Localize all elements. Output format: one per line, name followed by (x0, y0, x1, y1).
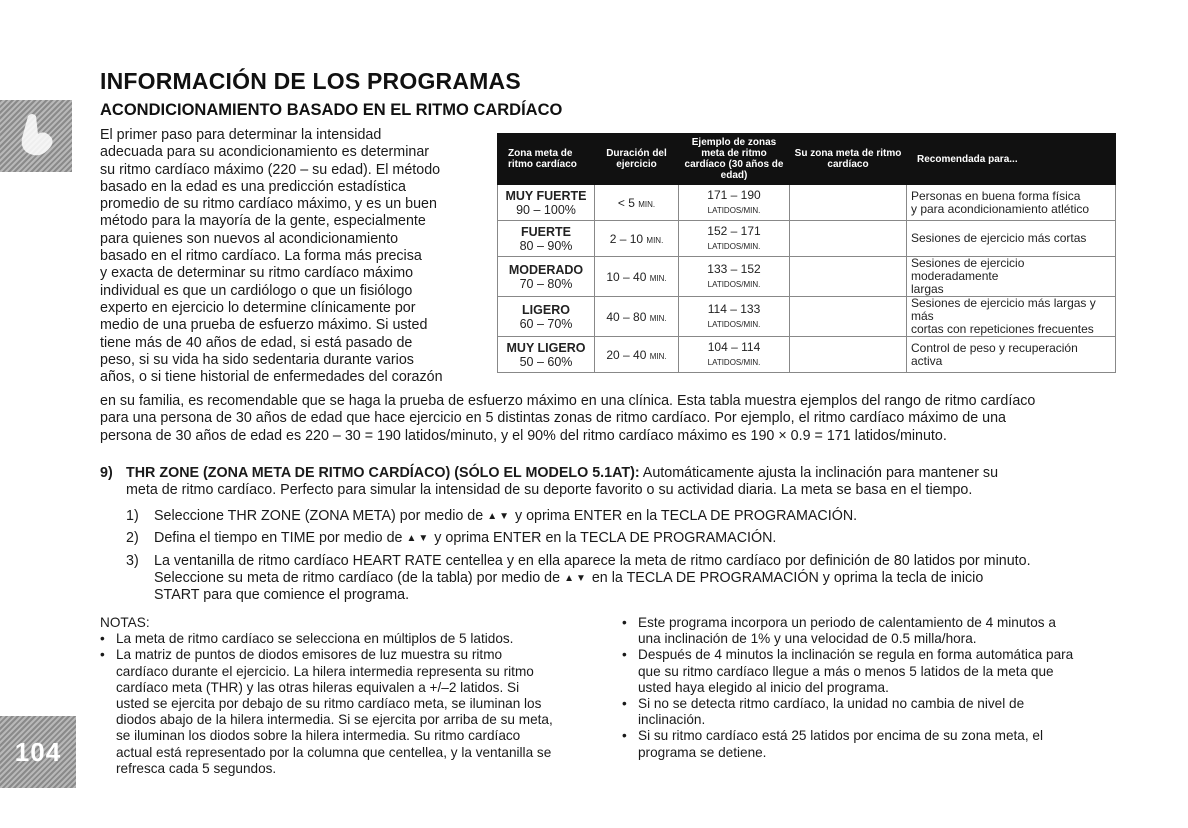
intro-line: su ritmo cardíaco máximo (220 – su edad). El método (100, 161, 441, 178)
table-row (498, 257, 1116, 297)
your-zone-cell (790, 337, 907, 373)
duration-value: 20 – 40 (606, 347, 647, 362)
table-row (498, 337, 1116, 373)
zone-percent: 60 – 70% (519, 316, 573, 331)
your-zone-cell (790, 185, 907, 221)
note-item (622, 696, 1122, 728)
table-row (498, 297, 1116, 337)
duration-cell (595, 297, 679, 337)
duration-value: < 5 (617, 195, 635, 210)
recommended-cell (907, 221, 1116, 257)
note-line: cardíaco durante el ejercicio. La hilera intermedia representa su ritmo (116, 663, 534, 679)
zone-cell (498, 297, 595, 337)
bullet: • (622, 615, 627, 630)
note-text (638, 615, 1056, 647)
col-header-zone: Zona meta de ritmo cardíaco (498, 134, 595, 185)
hand-icon (0, 100, 72, 172)
up-down-arrows-icon: ▲▼ (564, 572, 588, 584)
your-zone-cell (790, 221, 907, 257)
note-line: una inclinación de 1% y una velocidad de 0.5 milla/hora. (638, 631, 977, 647)
intro-line: y exacta de determinar su ritmo cardíaco máximo (100, 265, 414, 282)
example-unit: LATIDOS/MIN. (707, 241, 761, 251)
recommended-line: Personas en buena forma física (911, 188, 1081, 203)
intro-line: para quienes son nuevos al acondicionamiento (100, 230, 399, 247)
col-header-example: Ejemplo de zonas meta de ritmo cardíaco (30 años de edad) (679, 134, 790, 185)
example-value: 152 – 171 (707, 223, 761, 238)
step-number: 3) (126, 552, 139, 569)
bullet: • (622, 647, 627, 663)
thr-zone-item (100, 465, 998, 500)
intro-continuation (100, 393, 1035, 445)
page-title: INFORMACIÓN DE LOS PROGRAMAS (100, 68, 521, 94)
duration-unit: MIN. (646, 235, 664, 245)
zone-name: FUERTE (521, 224, 571, 239)
up-down-arrows-icon: ▲▼ (406, 533, 431, 545)
zone-name: MODERADO (508, 262, 584, 277)
intro-line: peso, si su vida ha sido sedentaria durante varios (100, 351, 414, 368)
section-subtitle: ACONDICIONAMIENTO BASADO EN EL RITMO CARDÍACO (100, 101, 563, 119)
step-3 (126, 553, 1031, 605)
note-line: Este programa incorpora un periodo de calentamiento de 4 minutos a (638, 615, 1056, 630)
duration-cell (595, 185, 679, 221)
recommended-line: Control de peso y recuperación activa (911, 340, 1078, 368)
note-line: diodos abajo de la hilera intermedia. Si se ejercita por arriba de su meta, (116, 712, 553, 728)
recommended-cell (907, 337, 1116, 373)
note-line: Después de 4 minutos la inclinación se regula en forma automática para (638, 647, 1074, 663)
note-line: usted haya elegido al inicio del programa. (638, 679, 889, 695)
note-text (638, 728, 1043, 760)
intro-line: individual es que un cardiólogo o que un fisiólogo (100, 282, 413, 299)
item-heading: THR ZONE (ZONA META DE RITMO CARDÍACO) (SÓLO EL MODELO 5.1AT): (126, 465, 640, 481)
zone-percent: 70 – 80% (519, 276, 573, 291)
item-text: Automáticamente ajusta la inclinación para mantener su (642, 465, 999, 481)
intro-line: para una persona de 30 años de edad que hace ejercicio en 5 distintas zonas de ritmo cardíaco. Por ejemplo, el ritmo cardíaco máximo de una (100, 410, 1007, 427)
note-line: que su ritmo cardíaco llegue a más o menos 5 latidos de la meta que (638, 663, 1054, 679)
duration-unit: MIN. (649, 351, 667, 361)
duration-cell (595, 257, 679, 297)
table-row (498, 185, 1116, 221)
zone-cell (498, 221, 595, 257)
intro-line: método para la mayoría de la gente, especialmente (100, 213, 426, 230)
item-text-continued: meta de ritmo cardíaco. Perfecto para simular la intensidad de su deporte favorito o su actividad diaria. La meta se basa en el tiempo. (126, 482, 973, 499)
recommended-line: largas (911, 282, 944, 296)
zone-cell (498, 185, 595, 221)
intro-line: experto en ejercicio lo determine clínicamente por (100, 299, 416, 316)
step-text: Defina el tiempo en TIME por medio de (154, 530, 403, 547)
duration-value: 2 – 10 (609, 231, 644, 246)
col-header-recommended: Recomendada para... (907, 134, 1116, 185)
intro-line: basado en el ritmo cardíaco. La forma más precisa (100, 248, 422, 265)
note-text (638, 696, 1024, 728)
note-line: programa se detiene. (638, 744, 767, 760)
zone-percent: 90 – 100% (516, 202, 576, 217)
recommended-line: cortas con repeticiones frecuentes (911, 322, 1094, 336)
intro-line: adecuada para su acondicionamiento es determinar (100, 144, 430, 161)
steps-list (126, 508, 1031, 609)
intro-line: medio de una prueba de esfuerzo máximo. Si usted (100, 317, 428, 334)
note-text (638, 647, 1073, 696)
step-number: 1) (126, 508, 139, 524)
note-line: cardíaco meta (THR) y las otras hileras equivalen a +/–2 latidos. Si (116, 679, 520, 695)
recommended-line: Sesiones de ejercicio moderadamente (911, 256, 1025, 283)
your-zone-cell (790, 257, 907, 297)
note-line: La meta de ritmo cardíaco se selecciona en múltiplos de 5 latidos. (116, 631, 514, 647)
note-line: usted se ejercita por debajo de su ritmo cardíaco meta, se iluminan los (116, 696, 542, 712)
up-down-arrows-icon: ▲▼ (487, 511, 511, 522)
example-value: 133 – 152 (707, 261, 761, 276)
step-text: en la TECLA DE PROGRAMACIÓN y oprima la tecla de inicio (591, 569, 984, 586)
bullet: • (622, 728, 627, 744)
example-unit: LATIDOS/MIN. (707, 319, 761, 329)
page-number: 104 (0, 716, 76, 788)
col-header-duration: Duración del ejercicio (595, 134, 679, 185)
intro-line: persona de 30 años de edad es 220 – 30 = 190 latidos/minuto, y el 90% del ritmo cardíaco máximo es 190 × 0.9 = 171 latidos/minuto. (100, 427, 947, 444)
note-line: refresca cada 5 segundos. (116, 760, 277, 776)
recommended-cell (907, 185, 1116, 221)
example-value: 171 – 190 (707, 187, 761, 202)
step-text: La ventanilla de ritmo cardíaco HEART RATE centellea y en ella aparece la meta de ritmo cardíaco por definición de 80 latidos por minuto. (154, 552, 1031, 569)
duration-unit: MIN. (649, 313, 667, 323)
intro-line: en su familia, es recomendable que se haga la prueba de esfuerzo máximo en una clínica. Esta tabla muestra ejemplos del rango de ritmo cardíaco (100, 393, 1036, 409)
recommended-line: Sesiones de ejercicio más cortas (911, 231, 1087, 245)
step-text: y oprima ENTER en la TECLA DE PROGRAMACIÓN. (434, 530, 777, 547)
step-text: Seleccione THR ZONE (ZONA META) por medio de (154, 508, 484, 524)
bullet: • (622, 696, 627, 712)
note-line: Si no se detecta ritmo cardíaco, la unidad no cambia de nivel de (638, 696, 1025, 712)
note-line: actual está representado por la columna que centellea, y la ventanilla se (116, 744, 552, 760)
intro-paragraph (100, 127, 443, 386)
example-value: 104 – 114 (707, 339, 761, 354)
step-text: START para que comience el programa. (154, 587, 410, 604)
recommended-line: y para acondicionamiento atlético (911, 201, 1090, 216)
recommended-cell (907, 257, 1116, 297)
notes-right-column (622, 615, 1122, 761)
note-text (116, 631, 513, 647)
your-zone-cell (790, 297, 907, 337)
example-unit: LATIDOS/MIN. (707, 205, 761, 215)
recommended-line: Sesiones de ejercicio más largas y más (911, 296, 1096, 323)
zone-name: LIGERO (522, 302, 570, 317)
intro-line: basado en la edad es una predicción estadística (100, 178, 407, 195)
note-item (622, 615, 1122, 647)
example-cell (679, 337, 790, 373)
note-item (622, 728, 1122, 760)
duration-unit: MIN. (649, 273, 667, 283)
example-cell (679, 297, 790, 337)
table-row (498, 221, 1116, 257)
notes-left-column (100, 615, 590, 777)
step-2 (126, 530, 1031, 547)
note-line: se iluminan los diodos sobre la hilera intermedia. Su ritmo cardíaco (116, 728, 521, 744)
notes-label: NOTAS: (100, 615, 150, 630)
note-item (622, 647, 1122, 696)
zone-name: MUY LIGERO (506, 340, 586, 355)
intro-line: promedio de su ritmo cardíaco máximo, y es un buen (100, 196, 437, 213)
example-unit: LATIDOS/MIN. (707, 357, 761, 367)
duration-value: 10 – 40 (606, 269, 647, 284)
item-number: 9) (100, 465, 113, 481)
heart-rate-zone-table (497, 133, 1116, 373)
step-number: 2) (126, 530, 139, 547)
note-item (100, 631, 590, 647)
intro-line: años, o si tiene historial de enfermedades del corazón (100, 369, 443, 386)
intro-line: tiene más de 40 años de edad, si está pasado de (100, 334, 413, 351)
example-cell (679, 185, 790, 221)
duration-unit: MIN. (638, 199, 656, 209)
zone-cell (498, 257, 595, 297)
note-item (100, 647, 590, 777)
note-line: Si su ritmo cardíaco está 25 latidos por encima de su zona meta, el (638, 728, 1043, 744)
note-line: La matriz de puntos de diodos emisores de luz muestra su ritmo (116, 647, 503, 663)
col-header-your-zone: Su zona meta de ritmo cardíaco (790, 134, 907, 185)
example-unit: LATIDOS/MIN. (707, 279, 761, 289)
example-cell (679, 221, 790, 257)
step-text: y oprima ENTER en la TECLA DE PROGRAMACIÓN. (514, 508, 858, 524)
bullet: • (100, 647, 105, 663)
zone-percent: 80 – 90% (519, 238, 573, 253)
example-value: 114 – 133 (707, 301, 761, 316)
duration-cell (595, 337, 679, 373)
note-text (116, 647, 553, 777)
step-1 (126, 508, 1031, 525)
duration-value: 40 – 80 (606, 309, 647, 324)
step-text: Seleccione su meta de ritmo cardíaco (de la tabla) por medio de (154, 569, 561, 586)
zone-percent: 50 – 60% (519, 354, 573, 369)
duration-cell (595, 221, 679, 257)
zone-name: MUY FUERTE (505, 188, 587, 203)
recommended-cell (907, 297, 1116, 337)
intro-line: El primer paso para determinar la intensidad (100, 127, 382, 143)
note-line: inclinación. (638, 712, 706, 728)
bullet: • (100, 631, 105, 647)
example-cell (679, 257, 790, 297)
zone-cell (498, 337, 595, 373)
